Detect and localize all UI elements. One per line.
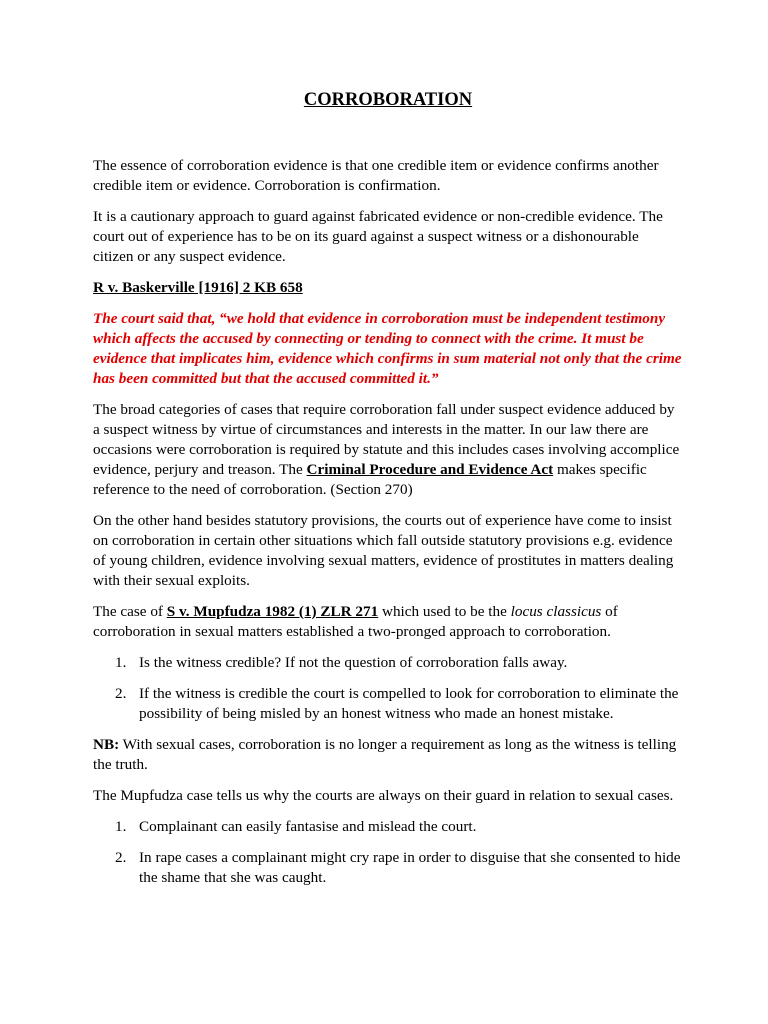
list-item-text: In rape cases a complainant might cry rape in order to disguise that she consented to hide the shame that she was caught. — [139, 849, 681, 886]
paragraph-statutory: On the other hand besides statutory provisions, the courts out of experience have come to insist on corroboration in certain other situations which fall outside statutory provisions e.g. evidence of young children, evidence involving sexual matters, evidence of prostitutes in matters dealing with their sexual exploits. — [93, 512, 674, 589]
quote-baskerville: The court said that, “we hold that evidence in corroboration must be independent testimony which affects the accused by connecting or tending to connect with the crime. It must be evidence that implicates him, evidence which confirms in sum material not only that the crime has been committed but that the accused committed it.” — [93, 310, 682, 387]
reasons-list — [93, 817, 683, 888]
document-body — [93, 88, 683, 899]
paragraph-mupfudza-guard: The Mupfudza case tells us why the courts are always on their guard in relation to sexual cases. — [93, 787, 674, 804]
list-number: 1. — [115, 654, 127, 671]
case-heading-baskerville: R v. Baskerville [1916] 2 KB 658 — [93, 279, 303, 296]
list-number: 2. — [115, 849, 127, 866]
list-item — [93, 848, 683, 888]
paragraph-nb — [93, 735, 683, 775]
document-title: CORROBORATION — [303, 90, 473, 110]
list-item — [93, 684, 683, 724]
categories-text-before: The broad categories of cases that require corroboration fall under suspect evidence adduced by a suspect witness by virtue of circumstances and interests in the matter. In our law there are occasions were corroboration is required by statute and this includes cases involving accomplice evidence, perjury and treason. The — [93, 401, 680, 478]
approach-list — [93, 653, 683, 724]
list-item-text: If the witness is credible the court is compelled to look for corroboration to eliminate the possibility of being misled by an honest witness who made an honest mistake. — [139, 685, 679, 722]
act-name: Criminal Procedure and Evidence Act — [306, 461, 554, 478]
categories-text-after: makes specific reference to the need of corroboration. (Section 270) — [93, 461, 647, 498]
paragraph-cautionary: It is a cautionary approach to guard against fabricated evidence or non-credible evidence. The court out of experience has to be on its guard against a suspect witness or a dishonourable citizen or any suspect evidence. — [93, 208, 663, 265]
mupfudza-text-after: of corroboration in sexual matters established a two-pronged approach to corroboration. — [93, 603, 618, 640]
list-item-text: Is the witness credible? If not the question of corroboration falls away. — [139, 654, 568, 671]
paragraph-categories — [93, 400, 683, 500]
mupfudza-text-before: The case of — [93, 603, 167, 620]
paragraph-essence: The essence of corroboration evidence is that one credible item or evidence confirms another credible item or evidence. Corroboration is confirmation. — [93, 157, 659, 194]
list-number: 2. — [115, 685, 127, 702]
list-item-text: Complainant can easily fantasise and mislead the court. — [139, 818, 477, 835]
case-mupfudza: S v. Mupfudza 1982 (1) ZLR 271 — [166, 603, 379, 620]
paragraph-mupfudza — [93, 602, 683, 642]
list-item — [93, 817, 683, 837]
nb-text: With sexual cases, corroboration is no longer a requirement as long as the witness is telling the truth. — [93, 736, 677, 773]
mupfudza-text-middle: which used to be the — [378, 603, 511, 620]
list-number: 1. — [115, 818, 127, 835]
list-item — [93, 653, 683, 673]
nb-label: NB: — [93, 736, 120, 753]
locus-classicus: locus classicus — [510, 603, 602, 620]
